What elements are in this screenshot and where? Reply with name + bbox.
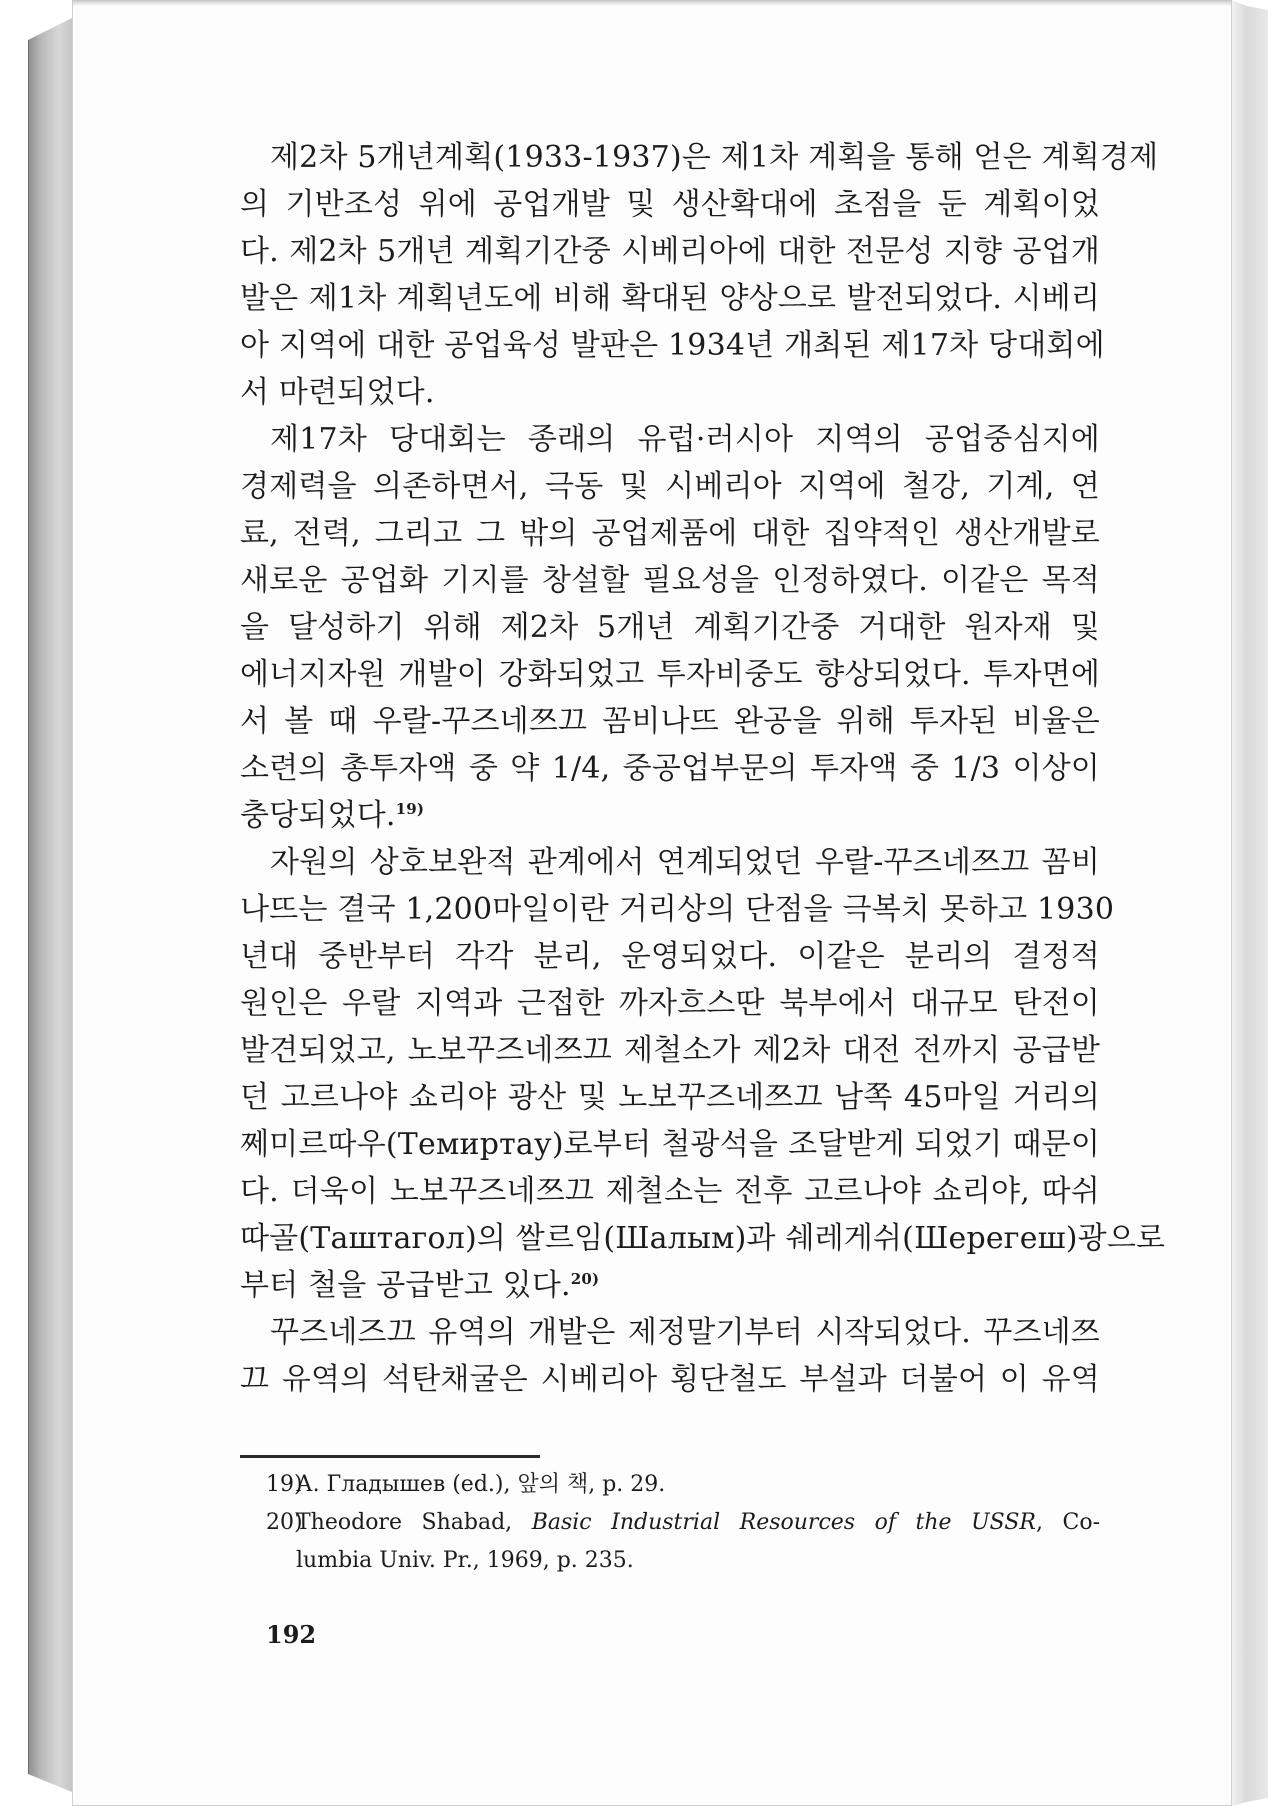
footnote-line — [296, 1504, 1100, 1542]
text-line-content: 다. 더욱이 노보꾸즈네쯔끄 제철소는 전후 고르나야 쇼리야, 따쉬 — [240, 1174, 1100, 1209]
text-line — [240, 1262, 1100, 1309]
text-line — [240, 604, 1100, 651]
text-line-content: 부터 철을 공급받고 있다. — [240, 1268, 571, 1303]
page-top-shadow — [72, 0, 1232, 6]
footnote-reference[interactable]: 20) — [570, 1270, 600, 1288]
text-line-content: 서 마련되었다. — [240, 375, 435, 410]
text-line — [240, 1121, 1100, 1168]
text-line — [240, 1356, 1100, 1403]
text-line-content: 자원의 상호보완적 관계에서 연계되었던 우랄-꾸즈네쯔끄 꼼비 — [270, 845, 1100, 880]
text-line-content: 의 기반조성 위에 공업개발 및 생산확대에 초점을 둔 계획이었 — [240, 187, 1100, 222]
text-line — [240, 228, 1100, 275]
text-line — [240, 933, 1100, 980]
footnote-rule — [240, 1455, 540, 1458]
text-line-content: 충당되었다. — [240, 798, 396, 833]
text-line-content: 아 지역에 대한 공업육성 발판은 1934년 개최된 제17차 당대회에 — [240, 328, 1105, 363]
text-line — [240, 1074, 1100, 1121]
text-line-content: 제2차 5개년계획(1933-1937)은 제1차 계획을 통해 얻은 계획경제 — [270, 140, 1159, 175]
text-line — [240, 510, 1100, 557]
text-line — [240, 1215, 1166, 1262]
body-text — [240, 134, 1166, 1403]
footnote-continuation: , Co- — [1035, 1510, 1101, 1535]
text-line-content: 제17차 당대회는 종래의 유럽·러시아 지역의 공업중심지에 — [270, 422, 1100, 457]
text-line-content: 발견되었고, 노보꾸즈네쯔끄 제철소가 제2차 대전 전까지 공급받 — [240, 1033, 1100, 1068]
book-left-edge — [28, 18, 72, 1792]
text-line — [240, 792, 1100, 839]
text-line — [240, 980, 1100, 1027]
text-line — [240, 1168, 1100, 1215]
text-line — [240, 1027, 1100, 1074]
text-line-content: 료, 전력, 그리고 그 밖의 공업제품에 대한 집약적인 생산개발로 — [240, 516, 1100, 551]
text-line — [240, 886, 1115, 933]
footnotes — [266, 1466, 1100, 1580]
book-edge-line — [28, 40, 29, 1774]
text-line — [240, 275, 1100, 322]
footnote-line: lumbia Univ. Pr., 1969, p. 235. — [296, 1548, 634, 1573]
text-line-content: 서 볼 때 우랄-꾸즈네쯔끄 꼼비나뜨 완공을 위해 투자된 비율은 — [240, 704, 1100, 739]
text-line — [240, 651, 1100, 698]
text-line-content: 다. 제2차 5개년 계획기간중 시베리아에 대한 전문성 지향 공업개 — [240, 234, 1100, 269]
text-line — [240, 557, 1100, 604]
text-line-content: 나뜨는 결국 1,200마일이란 거리상의 단점을 극복치 못하고 1930 — [240, 892, 1115, 927]
footnote-reference[interactable]: 19) — [395, 800, 425, 818]
footnote-19 — [266, 1466, 1100, 1504]
text-line-content: 발은 제1차 계획년도에 비해 확대된 양상으로 발전되었다. 시베리 — [240, 281, 1100, 316]
text-line-content: 끄 유역의 석탄채굴은 시베리아 횡단철도 부설과 더불어 이 유역 — [240, 1362, 1100, 1397]
text-line — [240, 463, 1100, 510]
text-line — [240, 839, 1100, 886]
text-line-content: 던 고르나야 쇼리야 광산 및 노보꾸즈네쯔끄 남쪽 45마일 거리의 — [240, 1080, 1100, 1115]
text-line-content: 꾸즈네즈끄 유역의 개발은 제정말기부터 시작되었다. 꾸즈네쯔 — [270, 1315, 1100, 1350]
footnote-text — [296, 1466, 1100, 1504]
footnote-author: Theodore Shabad, — [296, 1510, 532, 1535]
text-line — [240, 698, 1100, 745]
text-line — [240, 1309, 1100, 1356]
footnote-line: А. Гладышев (ed.), 앞의 책, p. 29. — [296, 1472, 666, 1497]
text-line — [240, 181, 1100, 228]
footnote-number: 20) — [266, 1510, 303, 1535]
text-line-content: 새로운 공업화 기지를 창설할 필요성을 인정하였다. 이같은 목적 — [240, 563, 1100, 598]
footnote-20 — [266, 1504, 1100, 1580]
text-line-content: 쩨미르따우(Темиртау)로부터 철광석을 조달받게 되었기 때문이 — [240, 1127, 1100, 1162]
text-line-content: 을 달성하기 위해 제2차 5개년 계획기간중 거대한 원자재 및 — [240, 610, 1100, 645]
text-line — [240, 369, 1100, 416]
footnote-text — [296, 1504, 1100, 1580]
text-line-content: 에너지자원 개발이 강화되었고 투자비중도 향상되었다. 투자면에 — [240, 657, 1100, 692]
footnote-number: 19) — [266, 1472, 303, 1497]
footnote-book-title: Basic Industrial Resources of the USSR — [531, 1510, 1036, 1535]
text-line-content: 소련의 총투자액 중 약 1/4, 중공업부문의 투자액 중 1/3 이상이 — [240, 751, 1100, 786]
text-line-content: 경제력을 의존하면서, 극동 및 시베리아 지역에 철강, 기계, 연 — [240, 469, 1100, 504]
text-line — [240, 745, 1100, 792]
text-line-content: 원인은 우랄 지역과 근접한 까자흐스딴 북부에서 대규모 탄전이 — [240, 986, 1100, 1021]
page-number: 192 — [266, 1620, 317, 1649]
text-line — [240, 322, 1105, 369]
text-line — [240, 134, 1159, 181]
text-line — [240, 416, 1100, 463]
text-line-content: 년대 중반부터 각각 분리, 운영되었다. 이같은 분리의 결정적 — [240, 939, 1100, 974]
text-line-content: 따골(Таштагол)의 쌀르임(Шалым)과 쉐레게쉬(Шерегеш)광으로 — [240, 1221, 1166, 1256]
book-right-edge — [1232, 0, 1268, 1806]
